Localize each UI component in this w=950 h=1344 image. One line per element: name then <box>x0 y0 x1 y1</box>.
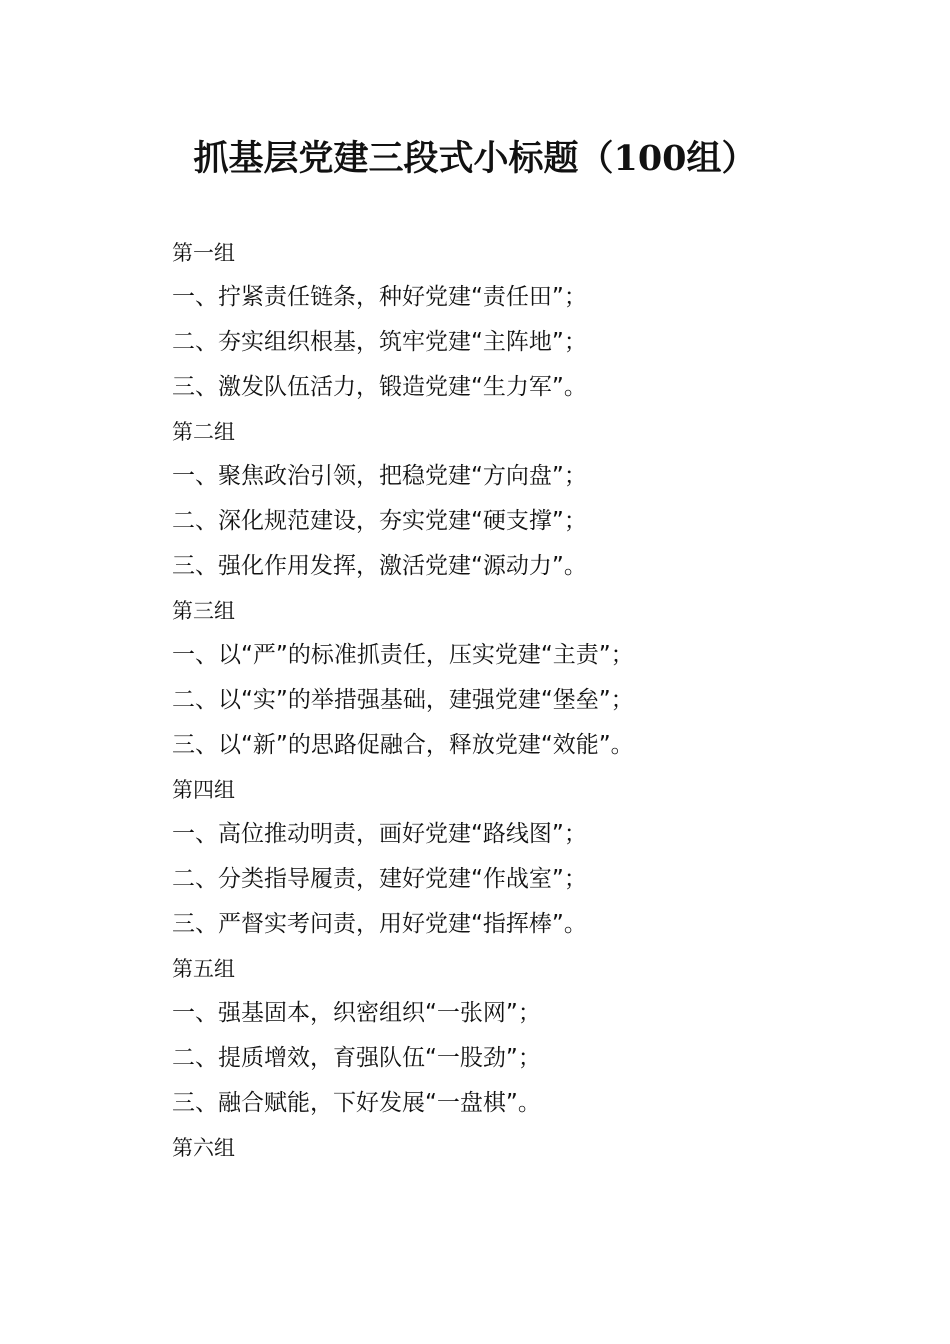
group-item: 三、激发队伍活力，锻造党建“生力军”。 <box>172 374 587 400</box>
group-label: 第一组 <box>172 241 235 265</box>
group-item: 三、严督实考问责，用好党建“指挥棒”。 <box>172 911 587 937</box>
group-label: 第六组 <box>172 1136 235 1160</box>
group-1 <box>172 231 892 410</box>
group-item: 三、强化作用发挥，激活党建“源动力”。 <box>172 553 587 579</box>
group-label: 第二组 <box>172 420 235 444</box>
group-5 <box>172 947 892 1126</box>
group-item: 一、拧紧责任链条，种好党建“责任田”； <box>172 284 587 310</box>
group-item: 二、夯实组织根基，筑牢党建“主阵地”； <box>172 329 587 355</box>
group-item: 三、融合赋能，下好发展“一盘棋”。 <box>172 1090 541 1116</box>
group-3 <box>172 589 892 768</box>
group-label: 第五组 <box>172 957 235 981</box>
group-item: 二、提质增效，育强队伍“一股劲”； <box>172 1045 541 1071</box>
group-item: 一、聚焦政治引领，把稳党建“方向盘”； <box>172 463 587 489</box>
document-body <box>172 231 892 1170</box>
group-6 <box>172 1126 892 1170</box>
group-item: 三、以“新”的思路促融合，释放党建“效能”。 <box>172 732 634 758</box>
group-label: 第四组 <box>172 778 235 802</box>
group-item: 二、分类指导履责，建好党建“作战室”； <box>172 866 587 892</box>
group-item: 二、以“实”的举措强基础，建强党建“堡垒”； <box>172 687 634 713</box>
group-label: 第三组 <box>172 599 235 623</box>
group-item: 一、高位推动明责，画好党建“路线图”； <box>172 821 587 847</box>
group-item: 一、以“严”的标准抓责任，压实党建“主责”； <box>172 642 634 668</box>
group-2 <box>172 410 892 589</box>
group-item: 二、深化规范建设，夯实党建“硬支撑”； <box>172 508 587 534</box>
group-item: 一、强基固本，织密组织“一张网”； <box>172 1000 541 1026</box>
document-title: 抓基层党建三段式小标题（100组） <box>193 138 757 179</box>
group-4 <box>172 768 892 947</box>
